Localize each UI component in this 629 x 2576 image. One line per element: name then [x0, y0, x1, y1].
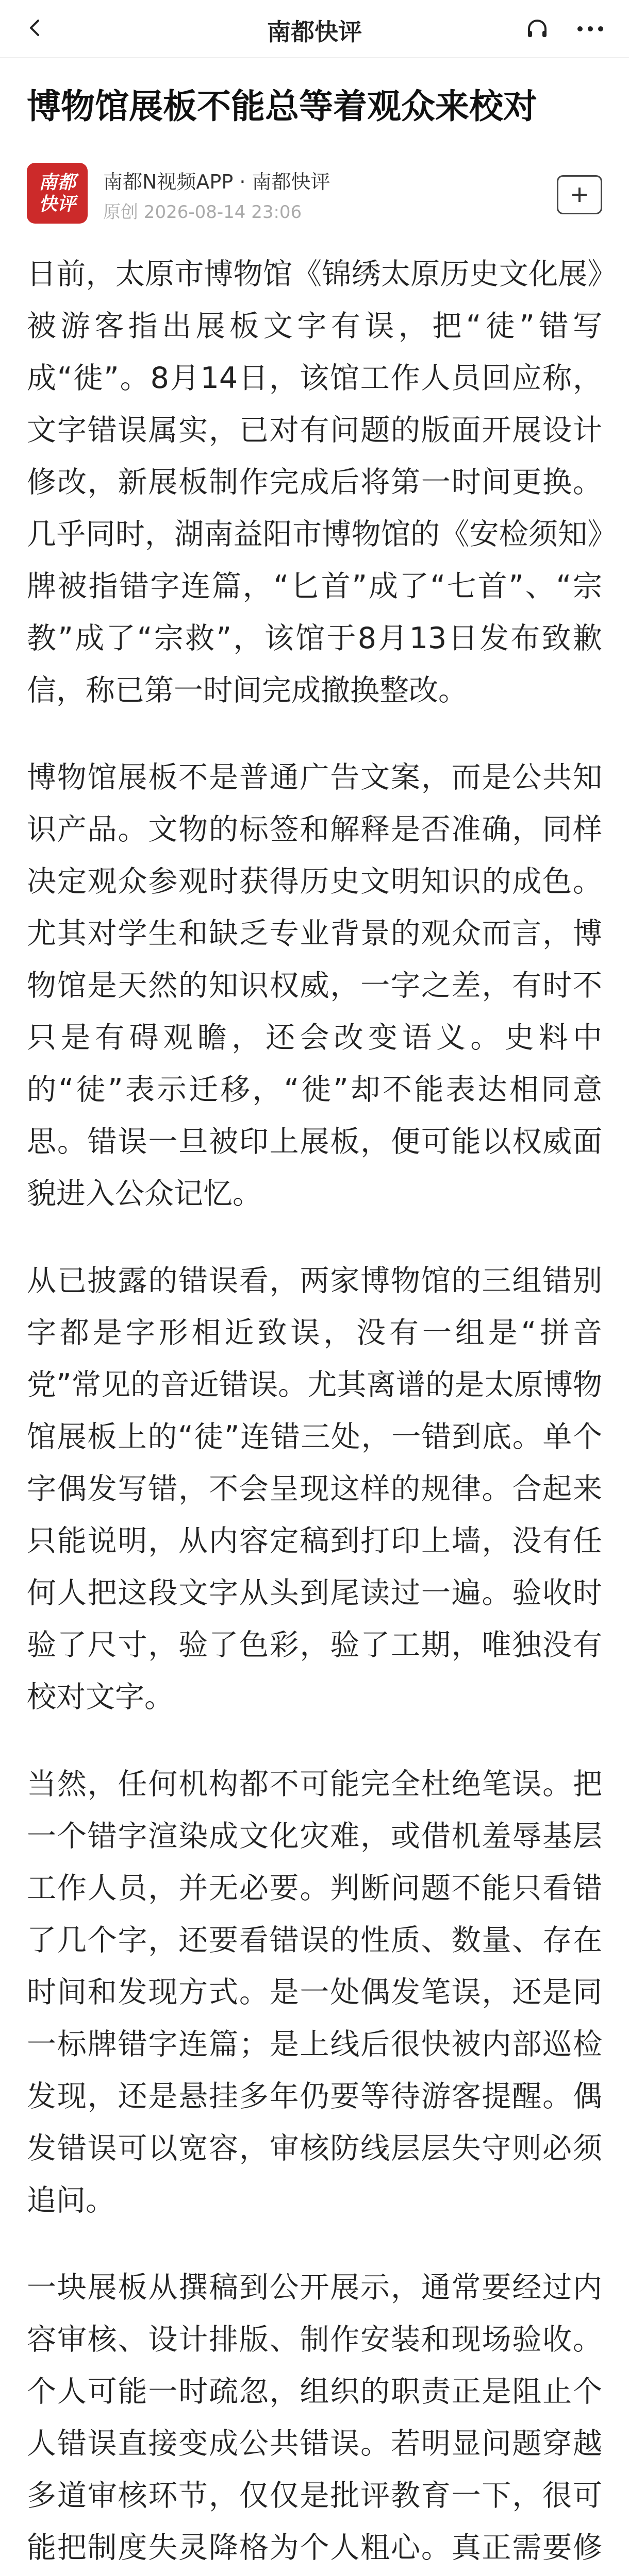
more-icon — [576, 24, 605, 34]
top-app-bar — [0, 0, 629, 58]
article-body — [0, 228, 629, 2576]
article-paragraph: 日前，太原市博物馆《锦绣太原历史文化展》被游客指出展板文字有误，把“徒”错写成“徙”。8月14日，该馆工作人员回应称，文字错误属实，已对有问题的版面开展设计修改，新展板制作完成后将第一时间更换。几乎同时，湖南益阳市博物馆的《安检须知》牌被指错字连篇，“匕首”成了“七首”、“宗教”成了“宗救”，该馆于8月13日发布致歉信，称已第一时间完成撤换整改。 — [27, 257, 602, 707]
logo-text-line1: 南都 — [38, 172, 76, 193]
source-logo[interactable] — [27, 163, 88, 224]
source-row — [27, 161, 602, 228]
listen-button[interactable] — [522, 13, 553, 44]
page-title: 南都快评 — [267, 18, 362, 46]
plus-icon — [569, 184, 590, 205]
article-paragraph: 从已披露的错误看，两家博物馆的三组错别字都是字形相近致误，没有一组是“拼音党”常见的音近错误。尤其离谱的是太原博物馆展板上的“徒”连错三处，一错到底。单个字偶发写错，不会呈现这样的规律。合起来只能说明，从内容定稿到打印上墙，没有任何人把这段文字从头到尾读过一遍。验收时验了尺寸，验了色彩，验了工期，唯独没有校对文字。 — [27, 1264, 602, 1714]
more-button[interactable] — [572, 13, 608, 44]
article-paragraph: 博物馆展板不是普通广告文案，而是公共知识产品。文物的标签和解释是否准确，同样决定观众参观时获得历史文明知识的成色。尤其对学生和缺乏专业背景的观众而言，博物馆是天然的知识权威，一字之差，有时不只是有碍观瞻，还会改变语义。史料中的“徒”表示迁移，“徙”却不能表达相同意思。错误一旦被印上展板，便可能以权威面貌进入公众记忆。 — [27, 760, 602, 1211]
headphones-icon — [525, 16, 550, 41]
source-meta: 原创 2026-08-14 23:06 — [103, 202, 302, 223]
follow-button[interactable] — [557, 175, 602, 214]
source-name[interactable]: 南都N视频APP · 南都快评 — [103, 171, 330, 193]
article-headline: 博物馆展板不能总等着观众来校对 — [27, 87, 537, 126]
article-paragraph: 一块展板从撰稿到公开展示，通常要经过内容审核、设计排版、制作安装和现场验收。个人可能一时疏忽，组织的职责正是阻止个人错误直接变成公共错误。若明显问题穿越多道审核环节，仅仅是批评教育一下，很可能把制度失灵降格为个人粗心。真正需要修 — [27, 2270, 602, 2565]
logo-text-line2: 快评 — [38, 193, 76, 215]
article-paragraph: 当然，任何机构都不可能完全杜绝笔误。把一个错字渲染成文化灾难，或借机羞辱基层工作人员，并无必要。判断问题不能只看错了几个字，还要看错误的性质、数量、存在时间和发现方式。是一处偶发笔误，还是同一标牌错字连篇；是上线后很快被内部巡检发现，还是悬挂多年仍要等待游客提醒。偶发错误可以宽容，审核防线层层失守则必须追问。 — [27, 1767, 602, 2217]
